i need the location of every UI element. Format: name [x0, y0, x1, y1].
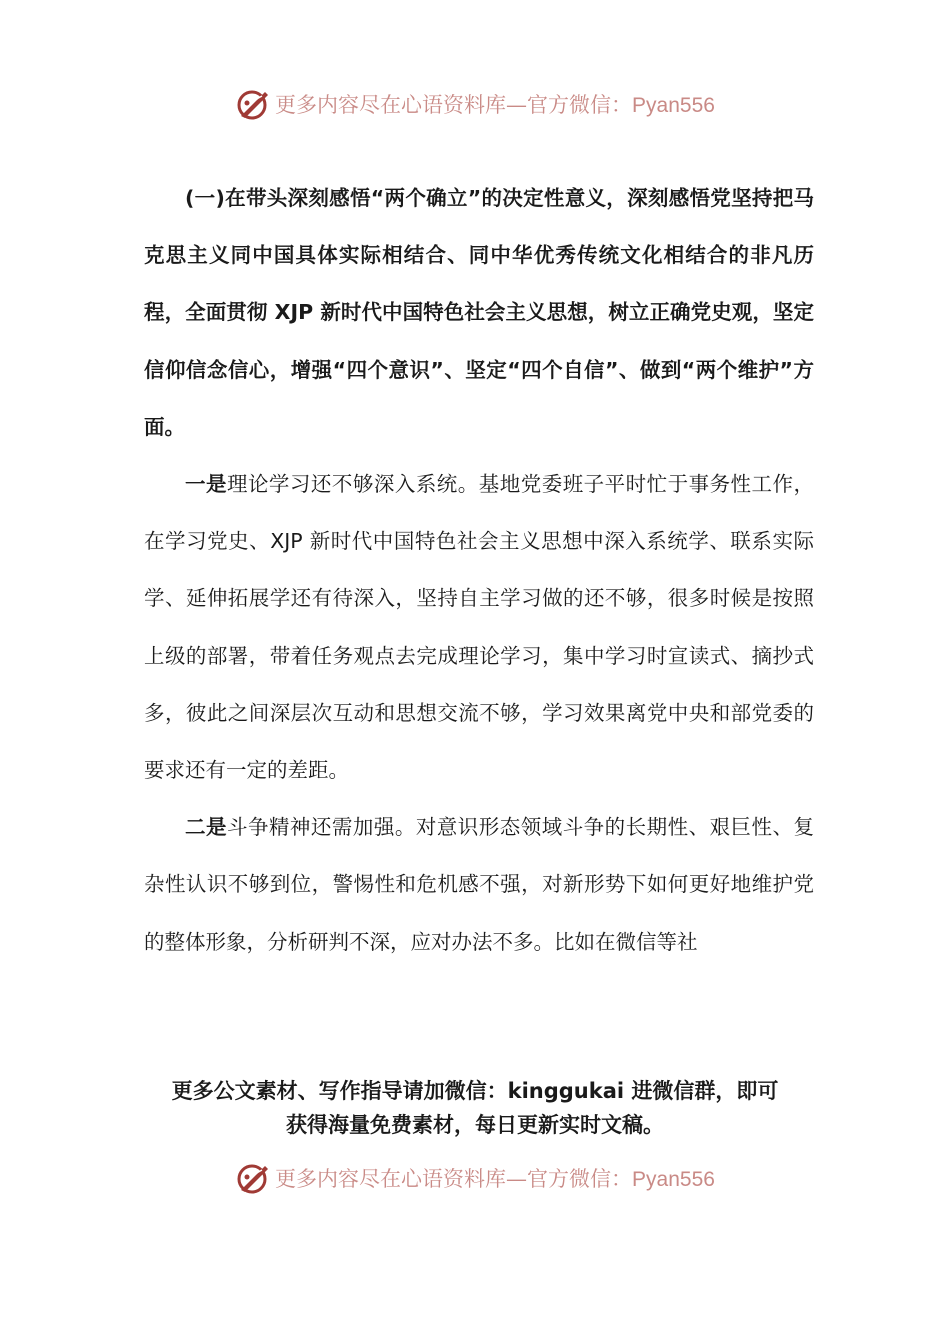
footer-watermark-banner	[0, 1156, 950, 1200]
header-watermark-banner	[0, 82, 950, 126]
section-heading-paragraph: (一)在带头深刻感悟“两个确立”的决定性意义，深刻感悟党坚持把马克思主义同中国具体实际相结合、同中华优秀传统文化相结合的非凡历程，全面贯彻 XJP 新时代中国特色社会主义思想，树立正确党史观，坚定信仰信念信心，增强“四个意识”、坚定“四个自信”、做到“两个维护”方面。	[144, 186, 814, 439]
document-body	[144, 170, 814, 971]
point-one-lead: 一是	[185, 472, 227, 497]
point-two-lead: 二是	[185, 815, 227, 840]
footer-promo-note	[144, 1074, 806, 1142]
banner-text	[275, 89, 715, 119]
point-two-paragraph	[144, 799, 814, 971]
quill-logo-icon	[235, 1160, 271, 1196]
banner-text	[275, 1163, 715, 1193]
banner-wechat-account: Pyan556	[632, 1168, 715, 1191]
footer-note-line-1: 更多公文素材、写作指导请加微信：kinggukai 进微信群，即可	[171, 1079, 779, 1103]
quill-logo-icon	[235, 86, 271, 122]
banner-wechat-account: Pyan556	[632, 94, 715, 117]
banner-brand-text: 更多内容尽在心语资料库—官方微信：	[275, 93, 633, 117]
banner-brand-text: 更多内容尽在心语资料库—官方微信：	[275, 1167, 633, 1191]
point-two-text: 斗争精神还需加强。对意识形态领域斗争的长期性、艰巨性、复杂性认识不够到位，警惕性和危机感不强，对新形势下如何更好地维护党的整体形象，分析研判不深，应对办法不多。比如在微信等社	[144, 815, 815, 954]
point-one-paragraph	[144, 456, 814, 799]
point-one-text: 理论学习还不够深入系统。基地党委班子平时忙于事务性工作，在学习党史、XJP 新时代中国特色社会主义思想中深入系统学、联系实际学、延伸拓展学还有待深入，坚持自主学习做的还不够，很多时候是按照上级的部署，带着任务观点去完成理论学习，集中学习时宣读式、摘抄式多，彼此之间深层次互动和思想交流不够，学习效果离党中央和部党委的要求还有一定的差距。	[144, 472, 815, 783]
footer-note-line-2: 获得海量免费素材，每日更新实时文稿。	[286, 1113, 664, 1137]
